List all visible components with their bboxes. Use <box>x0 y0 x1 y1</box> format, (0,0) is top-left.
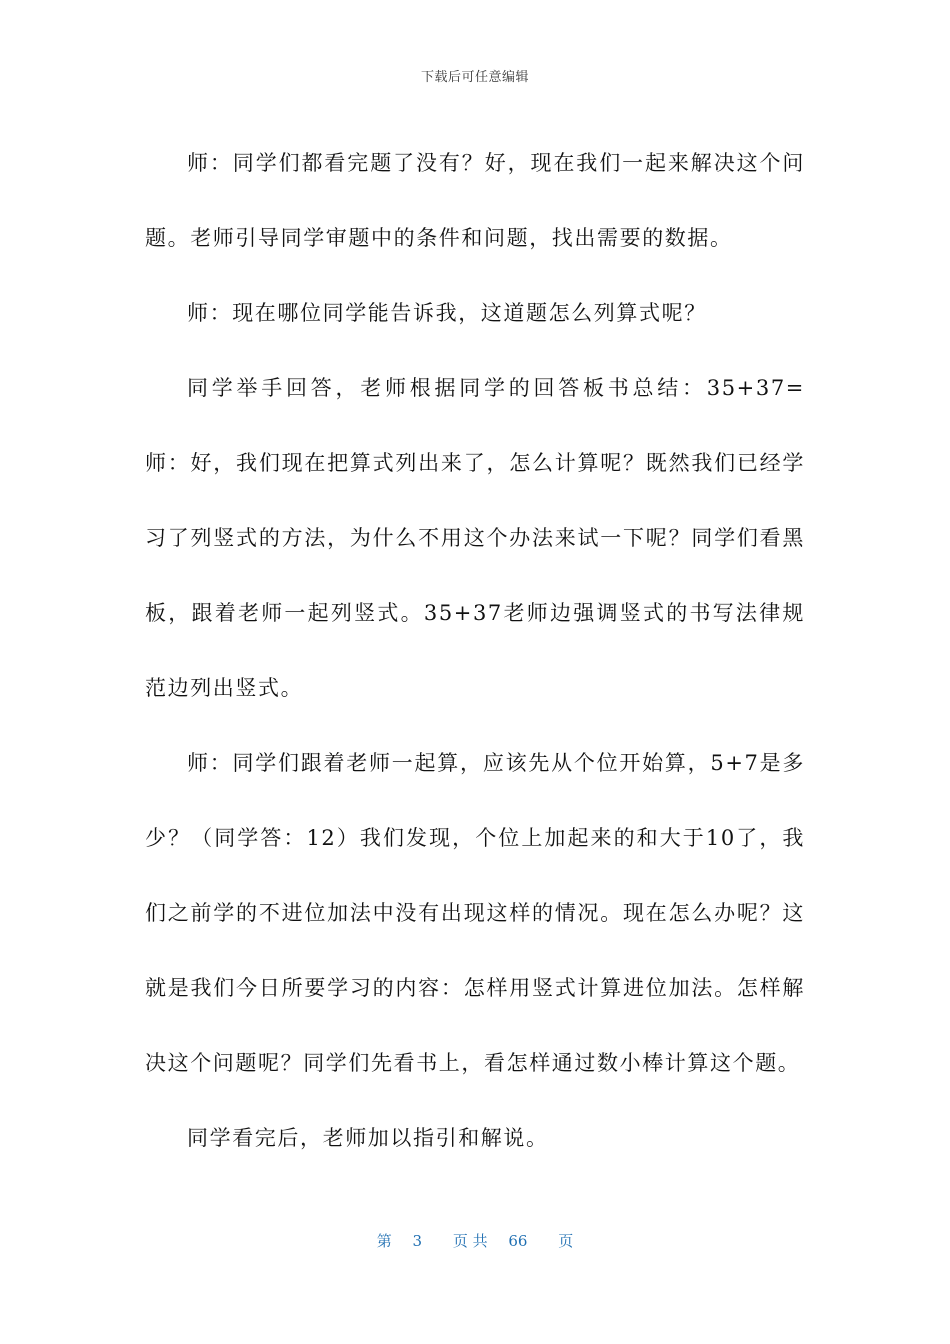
page-footer <box>0 1230 950 1251</box>
header-text: 下载后可任意编辑 <box>420 70 529 85</box>
footer-prefix: 第 <box>376 1232 392 1250</box>
footer-current-page: 3 <box>412 1232 423 1250</box>
paragraph-2: 师：现在哪位同学能告诉我，这道题怎么列算式呢？ <box>187 301 707 325</box>
paragraph-5: 同学看完后，老师加以指引和解说。 <box>187 1126 549 1150</box>
document-body <box>145 126 805 1176</box>
page-header <box>0 66 950 85</box>
footer-total-pages: 66 <box>508 1232 528 1250</box>
footer-suffix: 页 <box>558 1232 574 1250</box>
footer-middle: 页 共 <box>452 1232 488 1250</box>
paragraph-4: 师：同学们跟着老师一起算，应该先从个位开始算，5+7是多少？（同学答：12）我们发现，个位上加起来的和大于10了，我们之前学的不进位加法中没有出现这样的情况。现在怎么办呢？这就是我们今日所要学习的内容：怎样用竖式计算进位加法。怎样解决这个问题呢？同学们先看书上，看怎样通过数小棒计算这个题。 <box>145 751 805 1075</box>
paragraph-3: 同学举手回答，老师根据同学的回答板书总结：35+37=师：好，我们现在把算式列出来了，怎么计算呢？既然我们已经学习了列竖式的方法，为什么不用这个办法来试一下呢？同学们看黑板，跟着老师一起列竖式。35+37老师边强调竖式的书写法律规范边列出竖式。 <box>145 376 805 700</box>
paragraph-1: 师：同学们都看完题了没有？好，现在我们一起来解决这个问题。老师引导同学审题中的条件和问题，找出需要的数据。 <box>145 151 805 250</box>
